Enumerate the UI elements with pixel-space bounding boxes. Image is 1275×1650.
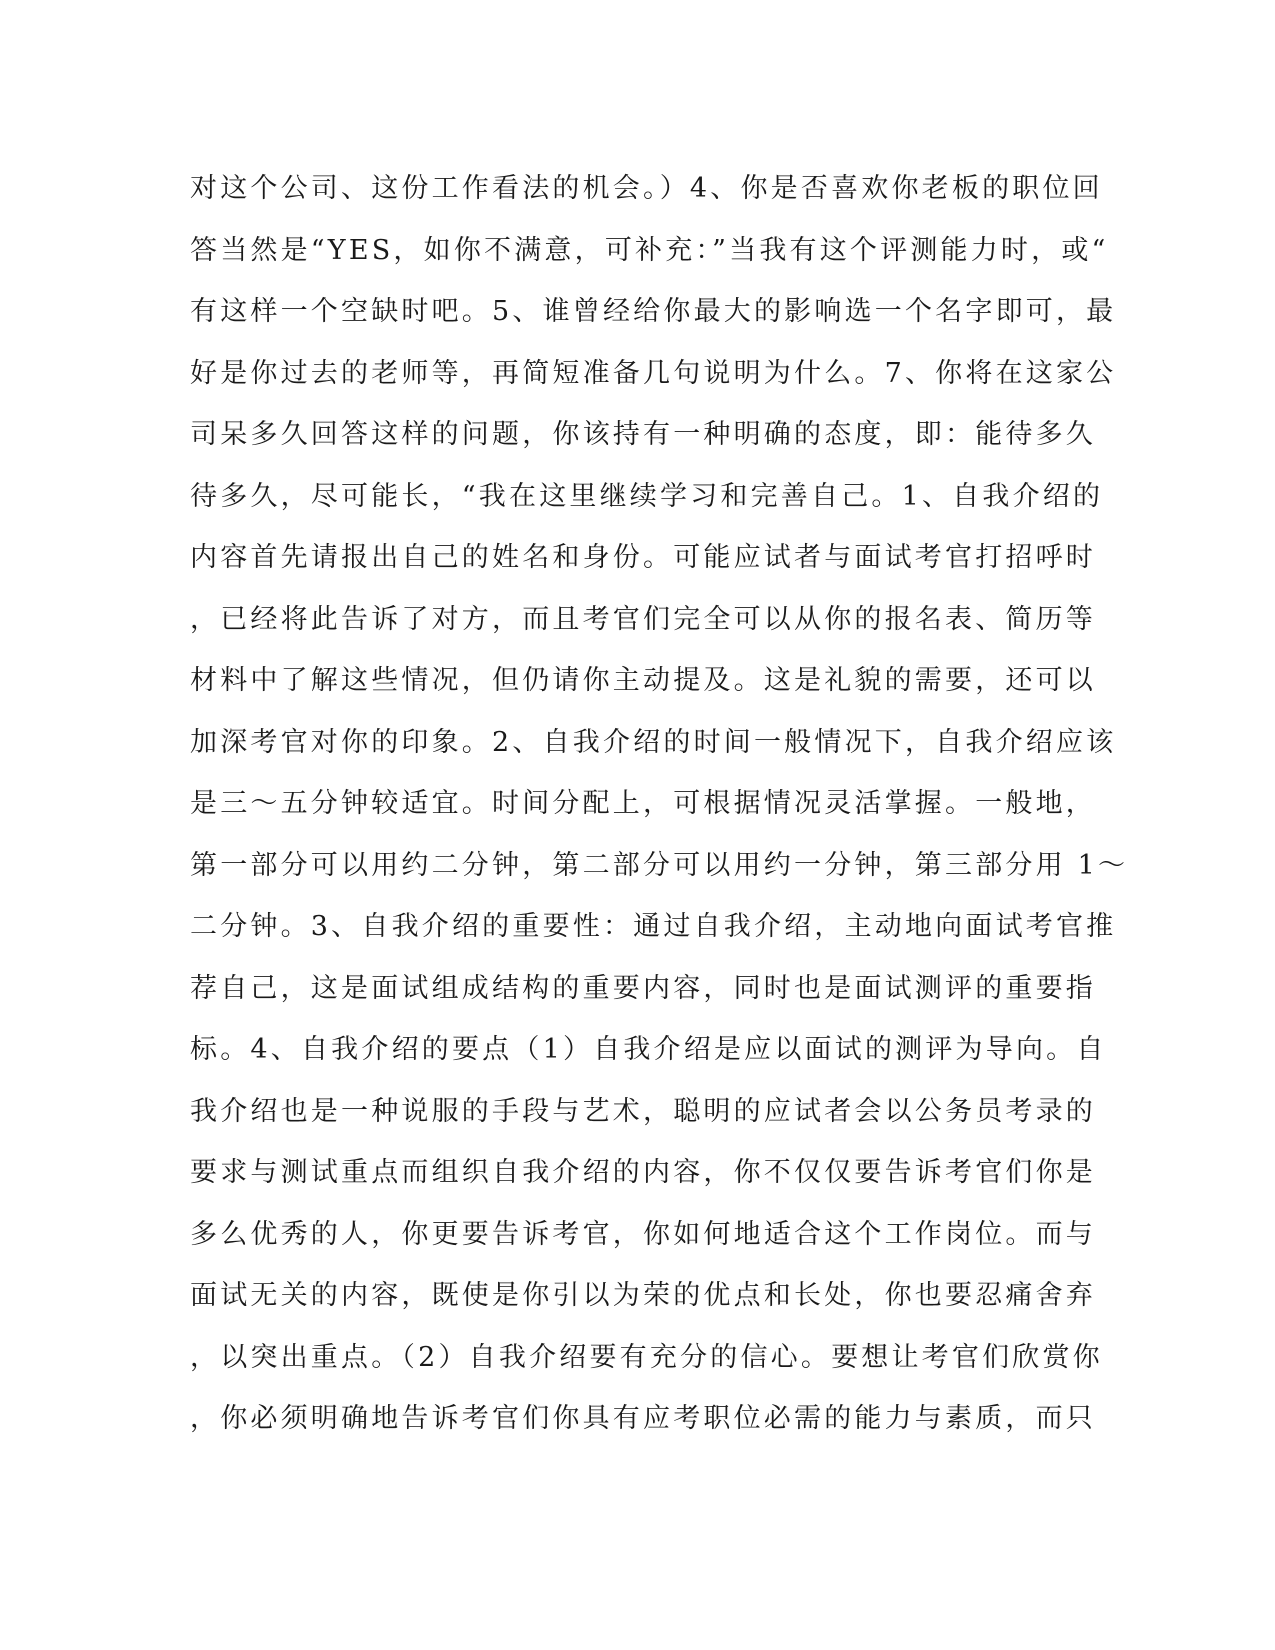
text-line: 对这个公司、这份工作看法的机会。）4、你是否喜欢你老板的职位回 [190, 173, 1103, 204]
text-line: 加深考官对你的印象。2、自我介绍的时间一般情况下，自我介绍应该 [190, 726, 1117, 758]
text-line: ，已经将此告诉了对方，而且考官们完全可以从你的报名表、简历等 [190, 603, 1096, 635]
text-line: 第一部分可以用约二分钟，第二部分可以用约一分钟，第三部分用 1～ [190, 849, 1129, 881]
text-line: 面试无关的内容，既使是你引以为荣的优点和长处，你也要忍痛舍弃 [190, 1280, 1096, 1311]
text-line: 内容首先请报出自己的姓名和身份。可能应试者与面试考官打招呼时 [190, 542, 1096, 573]
text-line: 材料中了解这些情况，但仍请你主动提及。这是礼貌的需要，还可以 [190, 665, 1096, 696]
text-line: 荐自己，这是面试组成结构的重要内容，同时也是面试测评的重要指 [190, 972, 1096, 1004]
body-text [190, 158, 1129, 1450]
text-line: ，以突出重点。（2）自我介绍要有充分的信心。要想让考官们欣赏你 [190, 1341, 1103, 1373]
text-line: 答当然是“YES，如你不满意，可补充：”当我有这个评测能力时，或“ [190, 234, 1109, 266]
text-line: 我介绍也是一种说服的手段与艺术，聪明的应试者会以公务员考录的 [190, 1095, 1096, 1127]
text-line: 二分钟。3、自我介绍的重要性：通过自我介绍，主动地向面试考官推 [190, 911, 1117, 942]
text-line: 待多久，尽可能长，“我在这里继续学习和完善自己。1、自我介绍的 [190, 480, 1104, 512]
text-line: 要求与测试重点而组织自我介绍的内容，你不仅仅要告诉考官们你是 [190, 1157, 1096, 1188]
text-line: 有这样一个空缺时吧。5、谁曾经给你最大的影响选一个名字即可，最 [190, 296, 1117, 327]
text-line: 是三～五分钟较适宜。时间分配上，可根据情况灵活掌握。一般地， [190, 788, 1096, 819]
text-line: 多么优秀的人，你更要告诉考官，你如何地适合这个工作岗位。而与 [190, 1218, 1096, 1250]
text-line: 好是你过去的老师等，再简短准备几句说明为什么。7、你将在这家公 [190, 357, 1117, 389]
text-line: 司呆多久回答这样的问题，你该持有一种明确的态度，即：能待多久 [190, 419, 1096, 450]
text-line: ，你必须明确地告诉考官们你具有应考职位必需的能力与素质，而只 [190, 1403, 1096, 1434]
text-line: 标。4、自我介绍的要点（1）自我介绍是应以面试的测评为导向。自 [190, 1034, 1107, 1065]
